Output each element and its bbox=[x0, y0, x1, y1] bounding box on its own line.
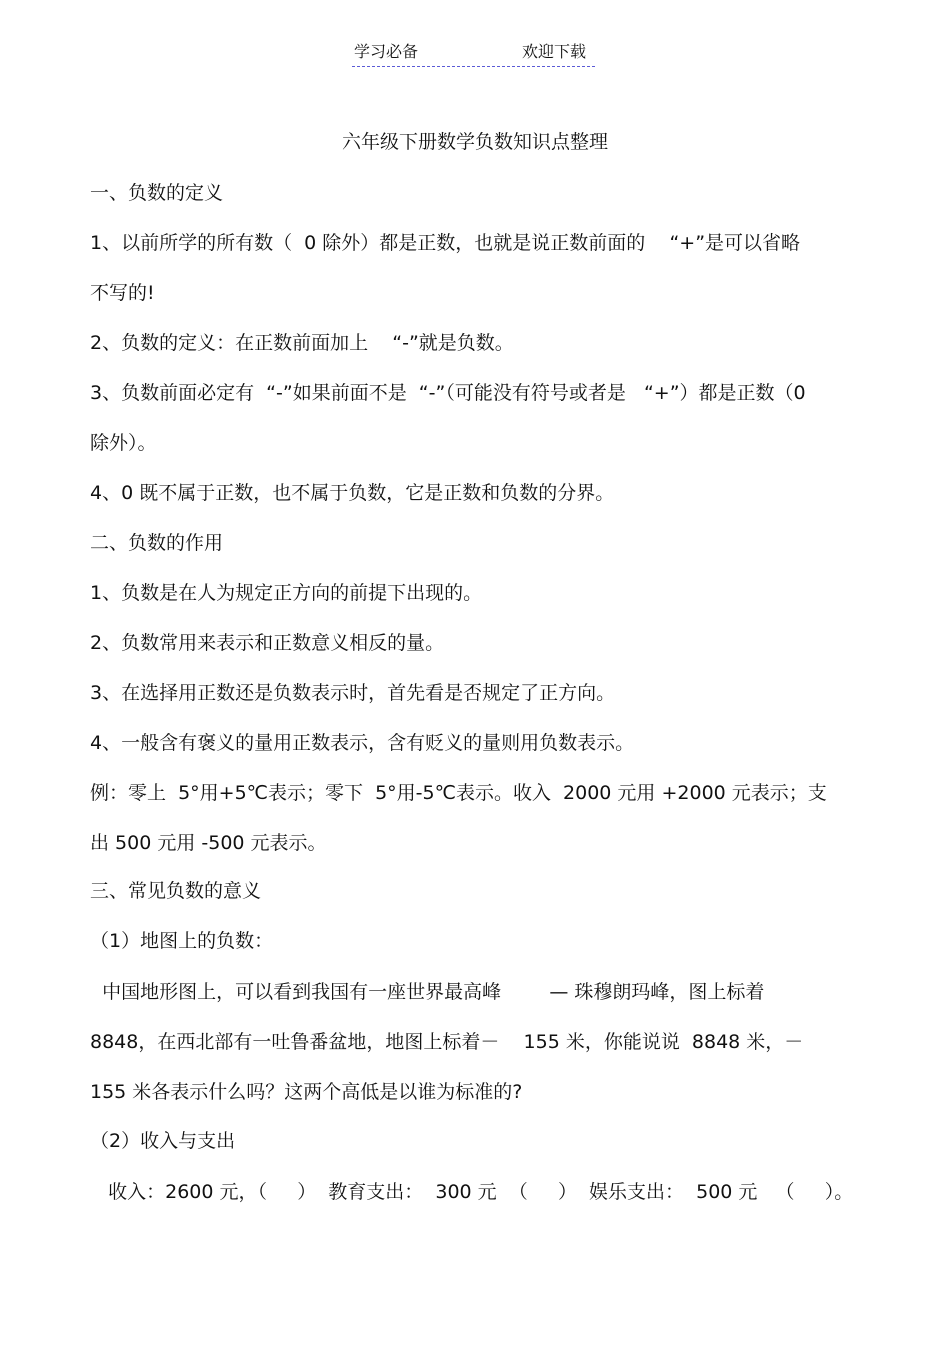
paragraph-line: 2、负数常用来表示和正数意义相反的量。 bbox=[90, 632, 445, 654]
subheading-income: （2）收入与支出 bbox=[90, 1130, 236, 1152]
document-title: 六年级下册数学负数知识点整理 bbox=[341, 131, 608, 153]
page-header bbox=[352, 42, 595, 67]
section-heading-usage: 二、负数的作用 bbox=[90, 532, 224, 554]
paragraph-line: 3、在选择用正数还是负数表示时，首先看是否规定了正方向。 bbox=[90, 682, 616, 704]
subheading-map: （1）地图上的负数： bbox=[90, 930, 274, 952]
header-right-text: 欢迎下载 bbox=[522, 42, 587, 61]
paragraph-line: 2、负数的定义：在正数前面加上 “-”就是负数。 bbox=[90, 332, 514, 354]
section-heading-definition: 一、负数的定义 bbox=[90, 182, 224, 204]
paragraph-line: 1、以前所学的所有数（ 0 除外）都是正数，也就是说正数前面的 “+”是可以省略 bbox=[90, 232, 801, 254]
example-line: 例：零上 5°用+5℃表示；零下 5°用-5℃表示。收入 2000 元用 +2000 元表示；支 bbox=[90, 782, 827, 804]
section-heading-meaning: 三、常见负数的意义 bbox=[90, 880, 262, 902]
paragraph-line: 8848，在西北部有一吐鲁番盆地，地图上标着－ 155 米，你能说说 8848 米，－ bbox=[90, 1031, 804, 1053]
paragraph-line: 1、负数是在人为规定正方向的前提下出现的。 bbox=[90, 582, 483, 604]
paragraph-line: 3、负数前面必定有 “-”如果前面不是 “-”（可能没有符号或者是 “+”）都是正数（0 bbox=[90, 382, 806, 404]
paragraph-line: 不写的! bbox=[90, 282, 155, 304]
paragraph-line: 中国地形图上，可以看到我国有一座世界最高峰 — 珠穆朗玛峰，图上标着 bbox=[90, 981, 765, 1003]
paragraph-line: 收入：2600 元，（ ） 教育支出： 300 元 （ ） 娱乐支出： 500 元 （ ）。 bbox=[90, 1181, 854, 1203]
paragraph-line: 4、一般含有褒义的量用正数表示，含有贬义的量则用负数表示。 bbox=[90, 732, 635, 754]
paragraph-line: 除外）。 bbox=[90, 432, 157, 454]
paragraph-line: 155 米各表示什么吗？这两个高低是以谁为标准的? bbox=[90, 1081, 523, 1103]
paragraph-line: 4、0 既不属于正数，也不属于负数，它是正数和负数的分界。 bbox=[90, 482, 615, 504]
example-line: 出 500 元用 -500 元表示。 bbox=[90, 832, 327, 854]
header-left-text: 学习必备 bbox=[354, 42, 419, 61]
